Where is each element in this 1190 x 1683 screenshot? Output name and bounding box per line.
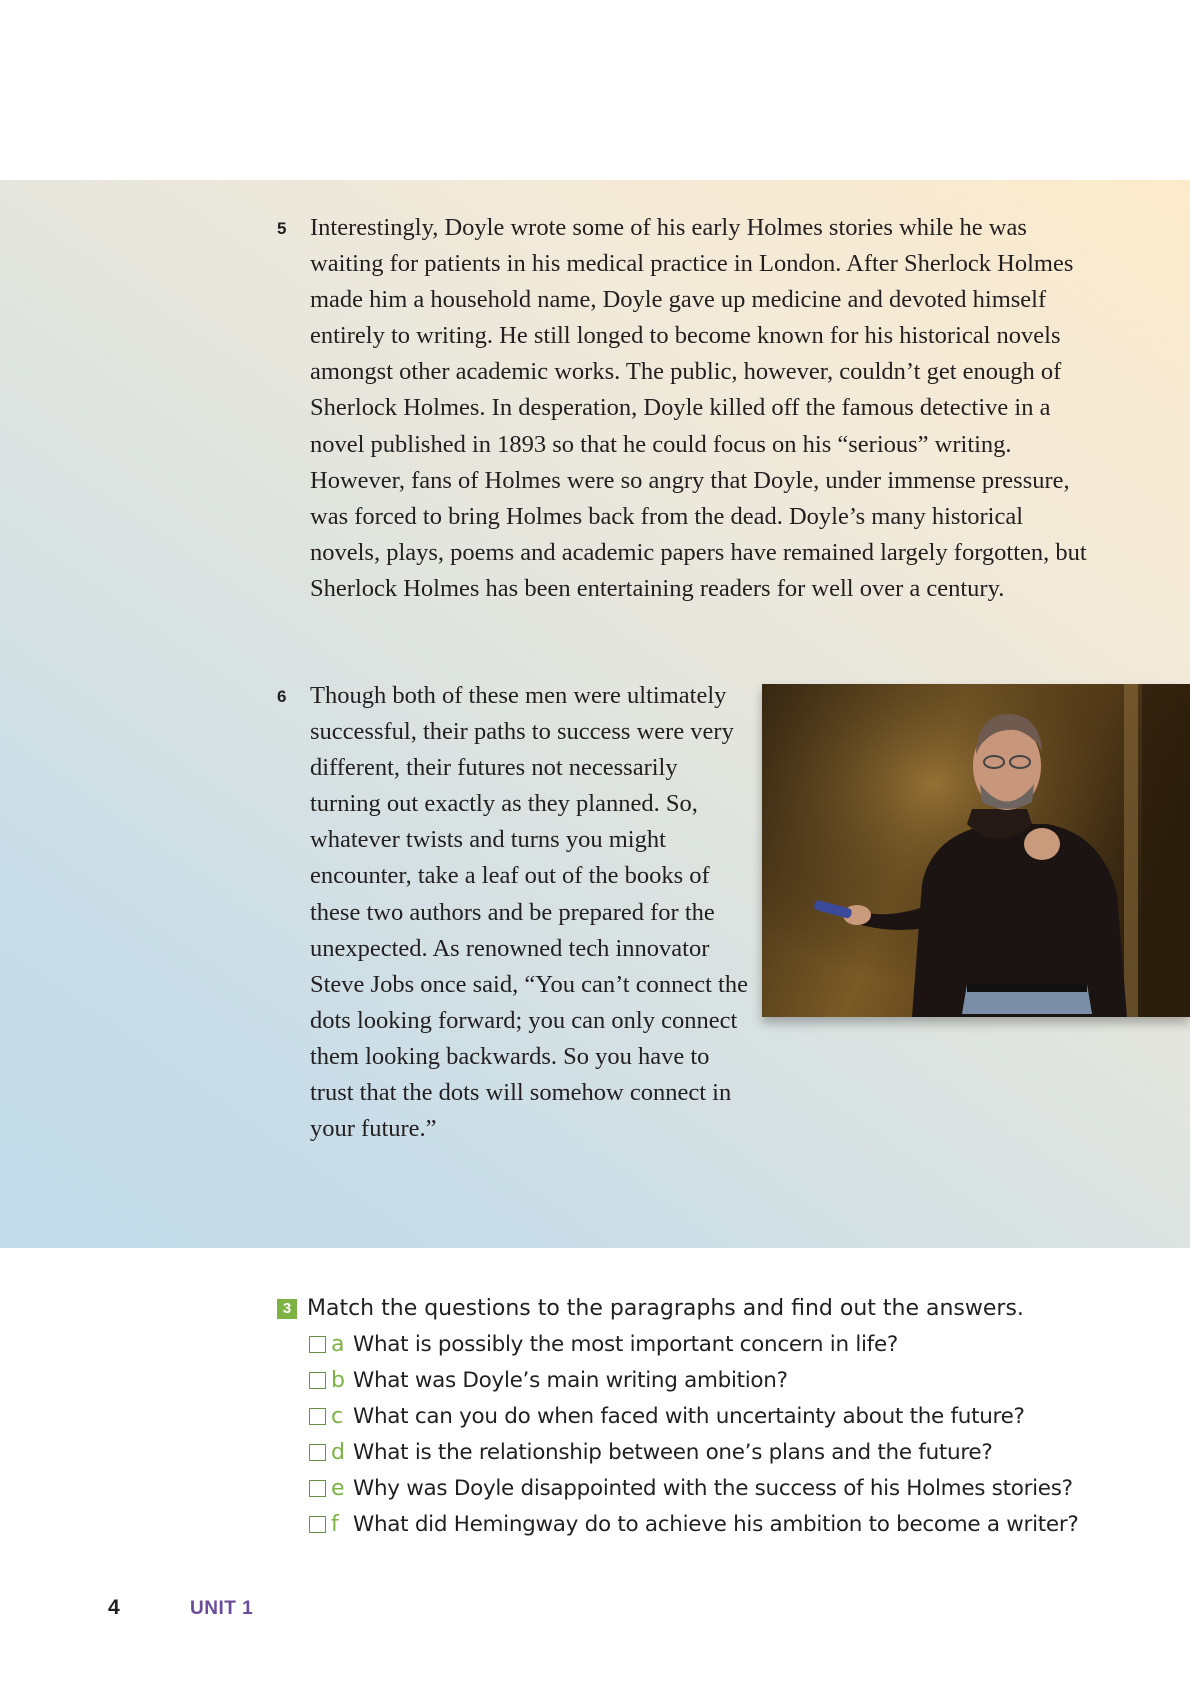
question-item xyxy=(309,1434,1157,1470)
paragraph-number: 6 xyxy=(277,687,287,706)
answer-checkbox[interactable] xyxy=(309,1480,326,1497)
question-text: What is the relationship between one’s plans and the future? xyxy=(353,1439,993,1465)
answer-checkbox[interactable] xyxy=(309,1408,326,1425)
answer-checkbox[interactable] xyxy=(309,1444,326,1461)
answer-checkbox[interactable] xyxy=(309,1516,326,1533)
question-item xyxy=(309,1326,1157,1362)
question-letter: f xyxy=(331,1512,339,1538)
question-text: What did Hemingway do to achieve his ambition to become a writer? xyxy=(353,1512,1079,1538)
question-text: What is possibly the most important concern in life? xyxy=(353,1331,898,1357)
answer-checkbox[interactable] xyxy=(309,1372,326,1389)
question-letter: d xyxy=(331,1439,345,1465)
question-letter: e xyxy=(331,1475,345,1501)
unit-label: UNIT 1 xyxy=(190,1598,254,1619)
page-number: 4 xyxy=(108,1596,120,1619)
question-text: What was Doyle’s main writing ambition? xyxy=(353,1367,788,1393)
exercise-instruction: Match the questions to the paragraphs and find out the answers. xyxy=(307,1295,1024,1321)
question-letter: c xyxy=(331,1403,344,1429)
question-text: What can you do when faced with uncertainty about the future? xyxy=(353,1403,1025,1429)
exercise-number-badge: 3 xyxy=(277,1299,297,1319)
paragraph-number: 5 xyxy=(277,219,287,238)
question-letter: b xyxy=(331,1367,345,1393)
question-text: Why was Doyle disappointed with the success of his Holmes stories? xyxy=(353,1475,1073,1501)
question-item xyxy=(309,1362,1157,1398)
paragraph-6: Though both of these men were ultimately successful, their paths to success were very different, their futures not necessarily turning out exactly as they planned. So, whatever twists and turns you might encounter, take a leaf out of the books of these two authors and be prepared for the unexpected. As renowned tech innovator Steve Jobs once said, “You can’t connect the dots looking forward; you can only connect them looking backwards. So you have to trust that the dots will somehow connect in your future.” xyxy=(310,682,748,1143)
question-list xyxy=(309,1326,1157,1543)
question-item xyxy=(309,1470,1157,1506)
speaker-photo xyxy=(762,684,1190,1017)
paragraph-5: Interestingly, Doyle wrote some of his early Holmes stories while he was waiting for patients in his medical practice in London. After Sherlock Holmes made him a household name, Doyle gave up medicine and devoted himself entirely to writing. He still longed to become known for his historical novels amongst other academic works. The public, however, couldn’t get enough of Sherlock Holmes. In desperation, Doyle killed off the famous detective in a novel published in 1893 so that he could focus on his “serious” writing. However, fans of Holmes were so angry that Doyle, under immense pressure, was forced to bring Holmes back from the dead. Doyle’s many historical novels, plays, poems and academic papers have remained largely forgotten, but Sherlock Holmes has been entertaining readers for well over a century. xyxy=(310,214,1087,602)
question-letter: a xyxy=(331,1331,345,1357)
answer-checkbox[interactable] xyxy=(309,1336,326,1353)
question-item xyxy=(309,1506,1157,1542)
exercise-3 xyxy=(277,1290,1157,1543)
question-item xyxy=(309,1398,1157,1434)
